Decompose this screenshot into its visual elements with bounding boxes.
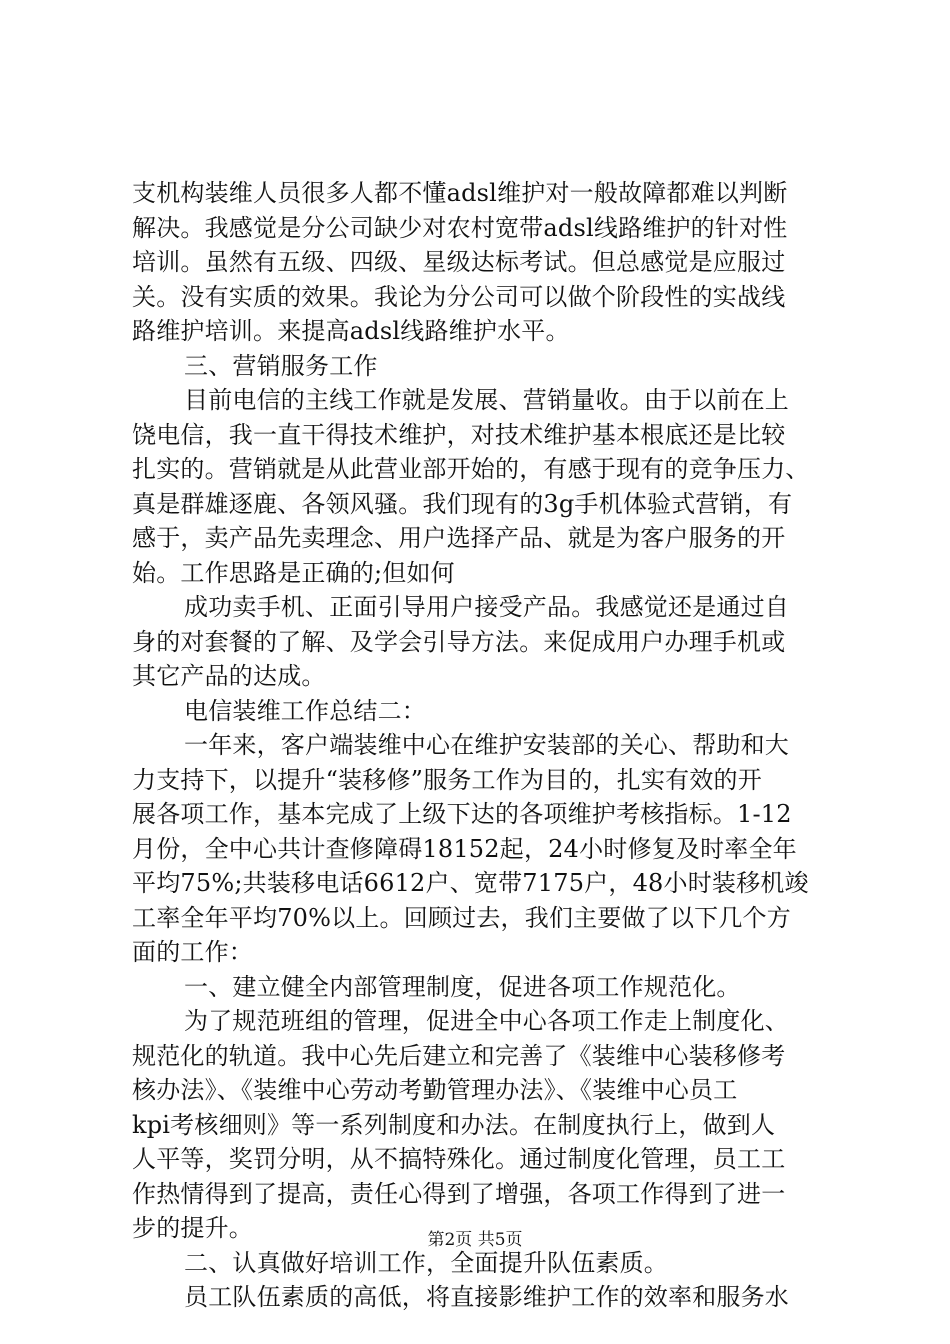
text-line: 饶电信，我一直干得技术维护，对技术维护基本根底还是比较 <box>132 420 786 449</box>
text-line: 感于，卖产品先卖理念、用户选择产品、就是为客户服务的开 <box>132 524 786 552</box>
text-line: 成功卖手机、正面引导用户接受产品。我感觉还是通过自 <box>184 593 789 621</box>
page-footer <box>0 1228 950 1252</box>
text-line: 月份，全中心共计查修障碍18152起，24小时修复及时率全年 <box>132 834 797 863</box>
text-line: 一、建立健全内部管理制度，促进各项工作规范化。 <box>184 972 741 1001</box>
page-number: 第2页 共5页 <box>427 1230 523 1250</box>
text-line: 目前电信的主线工作就是发展、营销量收。由于以前在上 <box>184 386 789 414</box>
text-line: 步的提升。 <box>132 1214 253 1242</box>
text-line: 真是群雄逐鹿、各领风骚。我们现有的3g手机体验式营销，有 <box>132 489 793 518</box>
text-line: 培训。虽然有五级、四级、星级达标考试。但总感觉是应服过 <box>132 248 786 276</box>
text-line: 二、认真做好培训工作，全面提升队伍素质。 <box>184 1248 668 1277</box>
text-line: 平均75%;共装移电话6612户、宽带7175户，48小时装移机竣 <box>132 869 809 897</box>
text-line: 员工队伍素质的高低，将直接影维护工作的效率和服务水 <box>184 1283 789 1311</box>
text-line: 一年来，客户端装维中心在维护安装部的关心、帮助和大 <box>184 731 789 759</box>
text-line: 核办法》、《装维中心劳动考勤管理办法》、《装维中心员工 <box>132 1076 738 1104</box>
text-line: 身的对套餐的了解、及学会引导方法。来促成用户办理手机或 <box>132 627 786 656</box>
text-line: 扎实的。营销就是从此营业部开始的，有感于现有的竞争压力、 <box>132 455 810 483</box>
text-line: 人平等，奖罚分明，从不搞特殊化。通过制度化管理，员工工 <box>132 1145 786 1173</box>
text-line: 解决。我感觉是分公司缺少对农村宽带adsl线路维护的针对性 <box>132 213 788 242</box>
text-line: 工率全年平均70%以上。回顾过去，我们主要做了以下几个方 <box>132 903 791 932</box>
text-line: 电信装维工作总结二： <box>184 696 426 725</box>
text-line: 关。没有实质的效果。我论为分公司可以做个阶段性的实战线 <box>132 282 786 311</box>
text-line: 规范化的轨道。我中心先后建立和完善了《装维中心装移修考 <box>132 1041 786 1070</box>
text-line: 为了规范班组的管理，促进全中心各项工作走上制度化、 <box>184 1007 789 1035</box>
text-line: 作热情得到了提高，责任心得到了增强，各项工作得到了进一 <box>132 1179 786 1208</box>
text-line: 支机构装维人员很多人都不懂adsl维护对一般故障都难以判断 <box>132 179 788 207</box>
text-line: kpi考核细则》等一系列制度和办法。在制度执行上，做到人 <box>132 1110 776 1139</box>
text-line: 其它产品的达成。 <box>132 662 326 690</box>
text-line: 路维护培训。来提高adsl线路维护水平。 <box>132 317 570 345</box>
text-line: 面的工作： <box>132 938 253 966</box>
text-line: 三、营销服务工作 <box>184 351 378 380</box>
text-line: 力支持下，以提升“装移修”服务工作为目的，扎实有效的开 <box>132 765 762 794</box>
text-line: 始。工作思路是正确的;但如何 <box>132 558 455 587</box>
document-body <box>132 176 832 1315</box>
text-line: 展各项工作，基本完成了上级下达的各项维护考核指标。1-12 <box>132 800 792 828</box>
